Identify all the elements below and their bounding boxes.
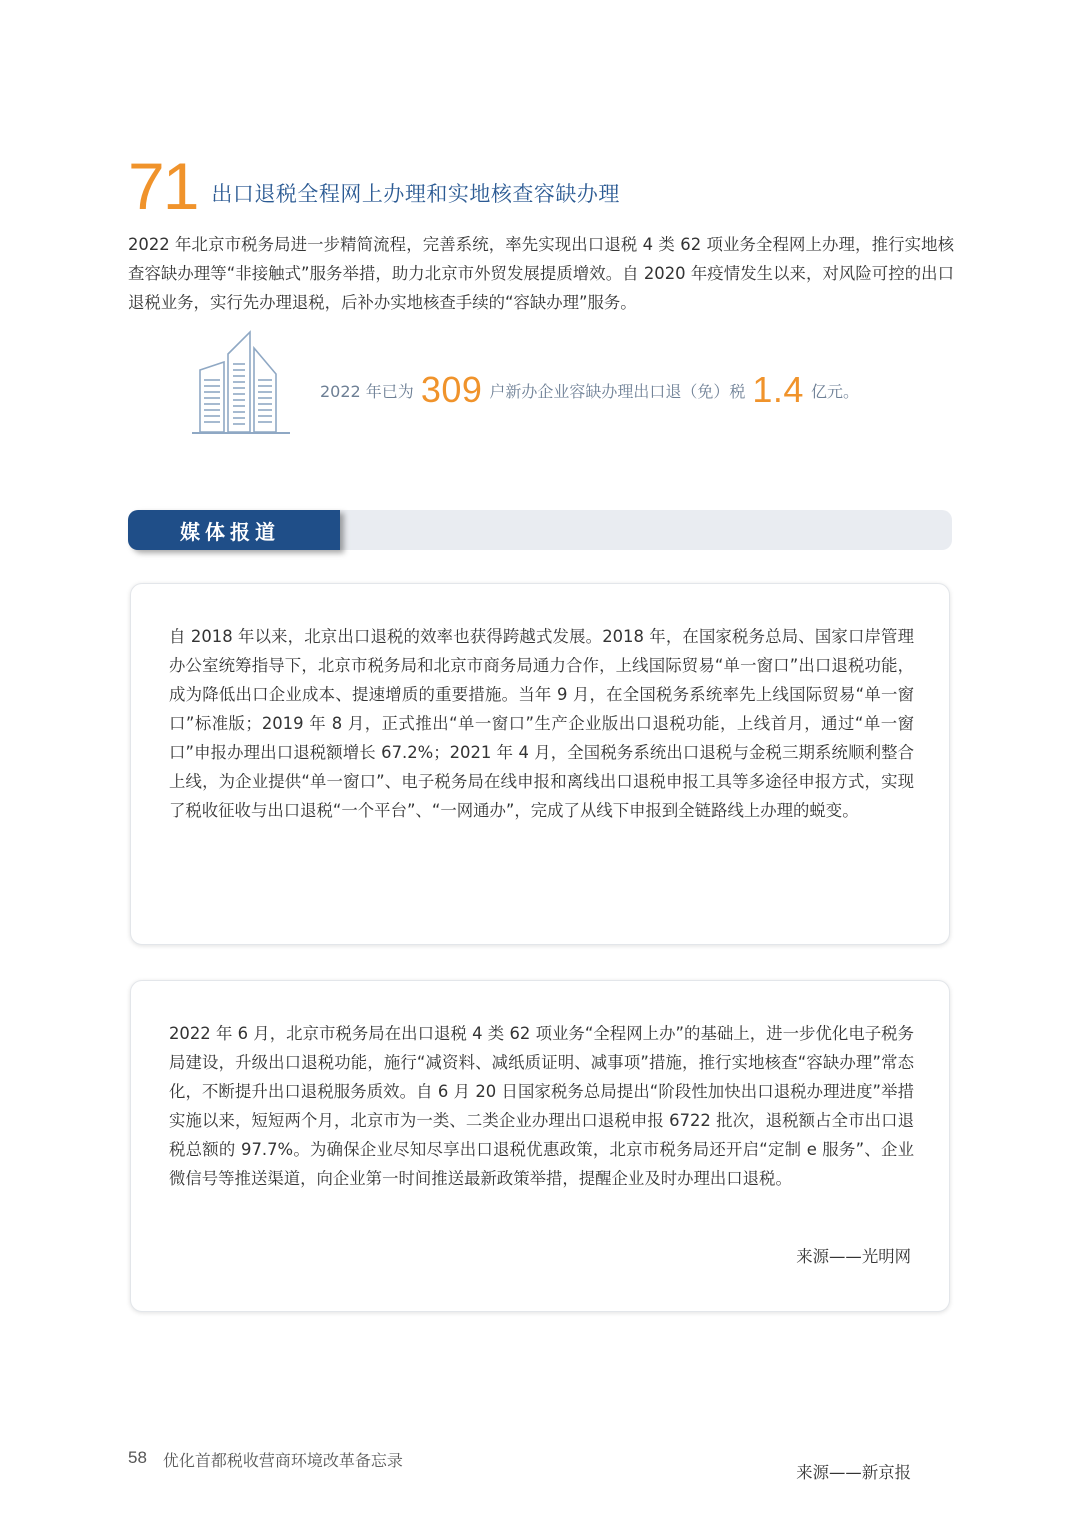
stat-amount: 1.4: [752, 369, 804, 410]
report-source: 来源——新京报: [796, 1463, 911, 1482]
report-text: 自 2018 年以来，北京出口退税的效率也获得跨越式发展。2018 年，在国家税务总局、国家口岸管理办公室统筹指导下，北京市税务局和北京市商务局通力合作，上线国际贸易“单一窗口”出口退税功能，成为降低出口企业成本、提速增质的重要措施。当年 9 月，在全国税务系统率先上线国际贸易“单一窗口”标准版；2019 年 8 月，正式推出“单一窗口”生产企业版出口退税功能，上线首月，通过“单一窗口”申报办理出口退税额增长 67.2%；2021 年 4 月，全国税务系统出口退税与金税三期系统顺利整合上线，为企业提供“单一窗口”、电子税务局在线申报和离线出口退税申报工具等多途径申报方式，实现了税收征收与出口退税“一个平台”、“一网通办”，完成了从线下申报到全链路线上办理的蜕变。: [169, 627, 914, 820]
stat-middle: 户新办企业容缺办理出口退（免）税: [489, 381, 746, 401]
page-number: 58: [128, 1448, 147, 1467]
document-title: 优化首都税收营商环境改革备忘录: [162, 1451, 403, 1470]
building-icon: [190, 328, 294, 438]
stat-count: 309: [420, 369, 483, 410]
section-header: [128, 149, 620, 223]
stat-prefix: 2022 年已为: [320, 381, 414, 401]
media-tab: [128, 510, 340, 550]
stat-suffix: 亿元。: [810, 381, 859, 401]
report-text: 2022 年 6 月，北京市税务局在出口退税 4 类 62 项业务“全程网上办”的基础上，进一步优化电子税务局建设，升级出口退税功能，施行“减资料、减纸质证明、减事项”措施，推行实地核查“容缺办理”常态化，不断提升出口退税服务质效。自 6 月 20 日国家税务总局提出“阶段性加快出口退税办理进度”举措实施以来，短短两个月，北京市为一类、二类企业办理出口退税申报 6722 批次，退税额占全市出口退税总额的 97.7%。为确保企业尽知尽享出口退税优惠政策，北京市税务局还开启“定制 e 服务”、企业微信号等推送渠道，向企业第一时间推送最新政策举措，提醒企业及时办理出口退税。: [169, 1024, 914, 1188]
intro-paragraph: 2022 年北京市税务局进一步精简流程，完善系统，率先实现出口退税 4 类 62 项业务全程网上办理，推行实地核查容缺办理等“非接触式”服务举措，助力北京市外贸发展提质增效。自 2020 年疫情发生以来，对风险可控的出口退税业务，实行先办理退税，后补办实地核查手续的“容缺办理”服务。: [128, 235, 954, 312]
section-title: 出口退税全程网上办理和实地核查容缺办理: [211, 182, 620, 206]
report-card: [130, 980, 950, 1312]
stat-line: [320, 366, 859, 414]
report-source: 来源——光明网: [796, 1247, 911, 1266]
media-label: 媒体报道: [180, 519, 280, 544]
section-number: 71: [128, 149, 198, 223]
page-footer: [128, 1448, 403, 1471]
